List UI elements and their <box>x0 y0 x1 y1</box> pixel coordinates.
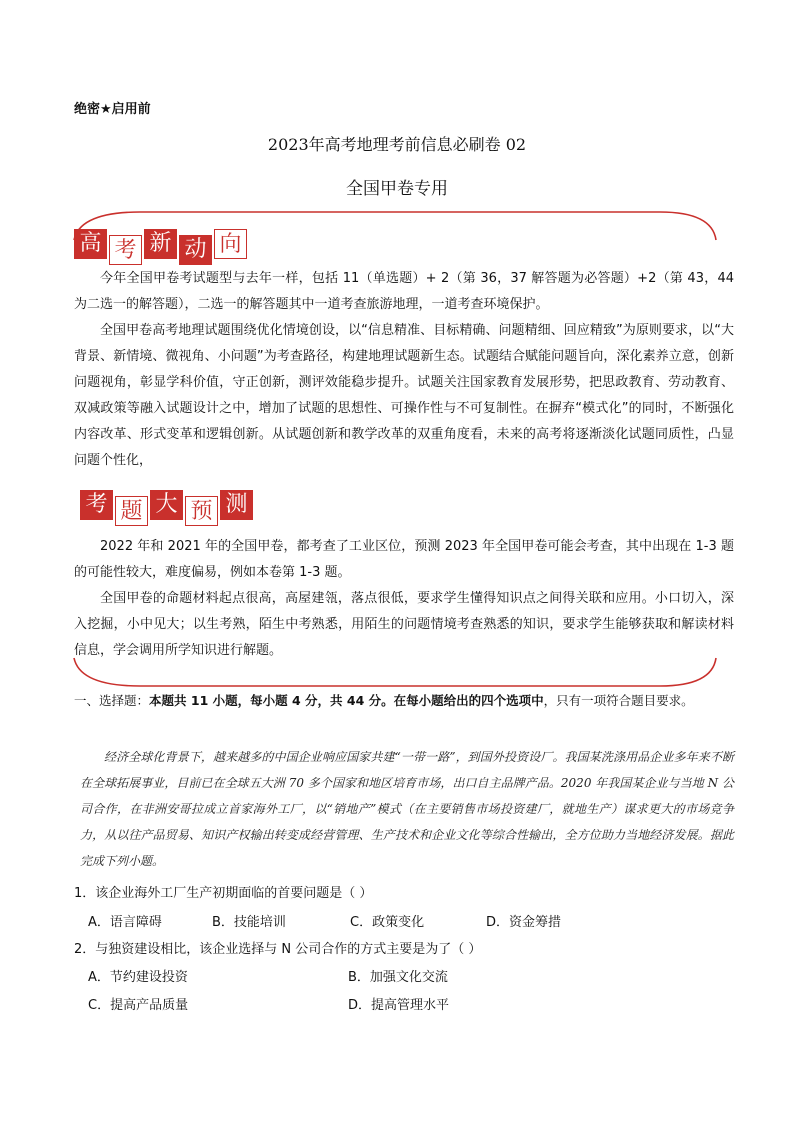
badge-char: 动 <box>179 235 212 265</box>
question-1-option-b: B．技能培训 <box>212 915 286 930</box>
badge-char: 考 <box>109 235 142 265</box>
prediction-paragraph: 2022 年和 2021 年的全国甲卷，都考查了工业区位，预测 2023 年全国甲卷可能会考查，其中出现在 1-3 题的可能性较大，难度偏易，例如本卷第 1-3 题。 <box>74 539 734 580</box>
question-1-option-c: C．政策变化 <box>350 915 425 930</box>
reading-material <box>80 744 734 874</box>
confidential-mark: 绝密★启用前 <box>74 102 151 117</box>
question-2-option-d: D．提高管理水平 <box>348 998 450 1013</box>
question-2-option-a: A．节约建设投资 <box>88 970 188 985</box>
badge-char: 预 <box>185 496 218 526</box>
question-2-option-b: B．加强文化交流 <box>348 970 448 985</box>
badge-char: 新 <box>144 229 177 259</box>
question-2-stem: 2．与独资建设相比，该企业选择与 N 公司合作的方式主要是为了（ ） <box>74 942 482 957</box>
section-lead: 一、选择题： <box>74 693 150 708</box>
trend-badge <box>74 231 249 265</box>
section-emphasis: 四个选项中 <box>481 693 544 708</box>
paper-subtitle: 全国甲卷专用 <box>346 179 448 199</box>
question-2-option-c: C．提高产品质量 <box>88 998 189 1013</box>
trend-section <box>74 266 734 474</box>
question-1-stem: 1．该企业海外工厂生产初期面临的首要问题是（ ） <box>74 886 373 901</box>
badge-char: 题 <box>115 496 148 526</box>
question-1-option-d: D．资金筹措 <box>486 915 562 930</box>
prediction-badge <box>80 492 255 526</box>
trend-paragraph: 全国甲卷高考地理试题围绕优化情境创设，以“信息精准、目标精确、问题精细、回应精致”为原则要求，以“大背景、新情境、微视角、小问题”为考查路径，构建地理试题新生态。试题结合赋能问题旨向，深化素养立意，创新问题视角，彰显学科价值，守正创新，测评效能稳步提升。试题关注国家教育发展形势，把思政教育、劳动教育、双减政策等融入试题设计之中，增加了试题的思想性、可操作性与不可复制性。在摒弃“模式化”的同时，不断强化内容改革、形式变革和逻辑创新。从试题创新和教学改革的双重角度看，未来的高考将逐渐淡化试题同质性，凸显问题个性化， <box>74 323 734 468</box>
badge-char: 高 <box>74 229 107 259</box>
section-instruction-rest: ，只有一项符合题目要求。 <box>543 693 694 708</box>
badge-char: 测 <box>220 490 253 520</box>
trend-paragraph: 今年全国甲卷考试题型与去年一样，包括 11（单选题）+ 2（第 36，37 解答题为必答题）+2（第 43，44 为二选一的解答题），二选一的解答题其中一道考查旅游地理，一道考查环境保护。 <box>74 271 734 312</box>
section-instruction: 本题共 11 小题，每小题 4 分，共 44 分。在每小题给出的 <box>149 693 482 708</box>
material-text: 经济全球化背景下，越来越多的中国企业响应国家共建“一带一路”，到国外投资设厂。我国某洗涤用品企业多年来不断在全球拓展事业，目前已在全球五大洲 70 多个国家和地区培育市场，出口自主品牌产品。2020 年我国某企业与当地 N 公司合作，在非洲安哥拉成立首家海外工厂，以“销地产”模式（在主要销售市场投资建厂，就地生产）谋求更大的市场竞争力，从以往产品贸易、知识产权输出转变成经营管理、生产技术和企业文化等综合性输出，全方位助力当地经济发展。据此完成下列小题。 <box>80 750 734 868</box>
paper-title: 2023年高考地理考前信息必刷卷 02 <box>267 135 527 154</box>
badge-char: 向 <box>214 229 247 259</box>
prediction-section <box>74 534 734 664</box>
badge-char: 考 <box>80 490 113 520</box>
section-heading <box>74 688 734 714</box>
badge-char: 大 <box>150 490 183 520</box>
question-1-option-a: A．语言障碍 <box>88 915 162 930</box>
prediction-paragraph: 全国甲卷的命题材料起点很高，高屋建瓴，落点很低，要求学生懂得知识点之间得关联和应用。小口切入，深入挖掘，小中见大；以生考熟，陌生中考熟悉，用陌生的问题情境考查熟悉的知识，要求学生能够获取和解读材料信息，学会调用所学知识进行解题。 <box>74 591 734 658</box>
